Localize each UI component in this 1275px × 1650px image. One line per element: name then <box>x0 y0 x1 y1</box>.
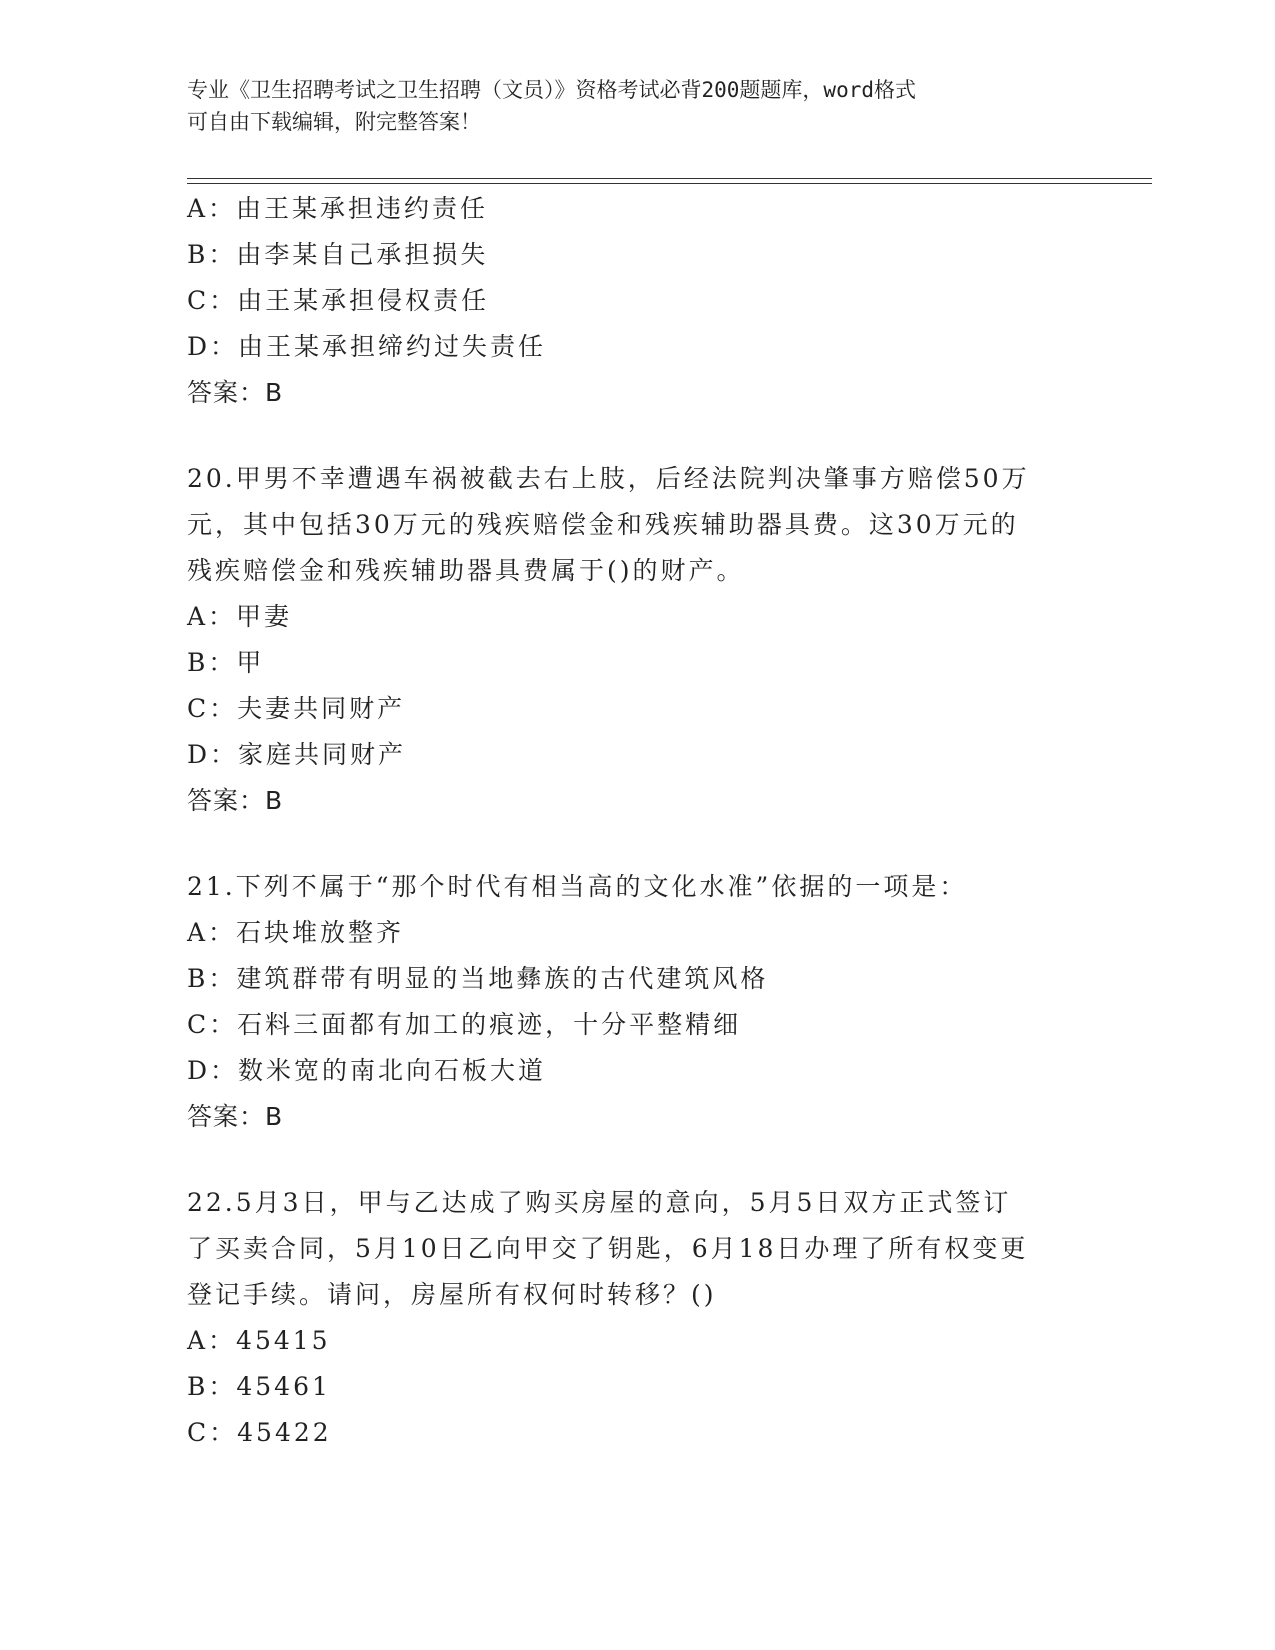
question-20 <box>187 456 1087 824</box>
header-line-2: 可自由下载编辑，附完整答案！ <box>187 110 481 134</box>
stem-line: 20.甲男不幸遭遇车祸被截去右上肢，后经法院判决肇事方赔偿50万 <box>187 464 1030 493</box>
header-line-1: 专业《卫生招聘考试之卫生招聘（文员）》资格考试必背200题题库，word格式 <box>187 78 916 102</box>
question-22 <box>187 1180 1087 1456</box>
stem-line: 21.下列不属于“那个时代有相当高的文化水准”依据的一项是： <box>187 872 968 901</box>
question-list <box>187 186 1087 1456</box>
stem-line: 登记手续。请问，房屋所有权何时转移？() <box>187 1280 717 1309</box>
question-stem <box>187 456 1087 594</box>
question-stem <box>187 864 1087 910</box>
answer: 答案：B <box>187 786 284 815</box>
option-b: B：甲 <box>187 648 265 677</box>
option-a: A：甲妻 <box>187 602 293 631</box>
option-b: B：建筑群带有明显的当地彝族的古代建筑风格 <box>187 964 769 993</box>
answer: 答案：B <box>187 1102 284 1131</box>
question-21 <box>187 864 1087 1140</box>
option-a: A：45415 <box>187 1326 331 1355</box>
option-a: A：由王某承担违约责任 <box>187 194 489 223</box>
question-stem <box>187 1180 1087 1318</box>
stem-line: 残疾赔偿金和残疾辅助器具费属于()的财产。 <box>187 556 745 585</box>
option-c: C：由王某承担侵权责任 <box>187 286 490 315</box>
option-b: B：由李某自己承担损失 <box>187 240 489 269</box>
option-d: D：数米宽的南北向石板大道 <box>187 1056 547 1085</box>
answer: 答案：B <box>187 378 284 407</box>
stem-line: 22.5月3日，甲与乙达成了购买房屋的意向，5月5日双方正式签订 <box>187 1188 1012 1217</box>
document-header <box>187 74 1087 138</box>
option-a: A：石块堆放整齐 <box>187 918 405 947</box>
header-divider-top <box>187 178 1152 179</box>
option-b: B：45461 <box>187 1372 331 1401</box>
stem-line: 了买卖合同，5月10日乙向甲交了钥匙，6月18日办理了所有权变更 <box>187 1234 1029 1263</box>
header-divider-bottom <box>187 183 1152 184</box>
option-d: D：由王某承担缔约过失责任 <box>187 332 547 361</box>
option-c: C：45422 <box>187 1418 332 1447</box>
question-19-continued <box>187 186 1087 416</box>
option-c: C：夫妻共同财产 <box>187 694 406 723</box>
option-d: D：家庭共同财产 <box>187 740 407 769</box>
option-c: C：石料三面都有加工的痕迹，十分平整精细 <box>187 1010 742 1039</box>
stem-line: 元，其中包括30万元的残疾赔偿金和残疾辅助器具费。这30万元的 <box>187 510 1019 539</box>
